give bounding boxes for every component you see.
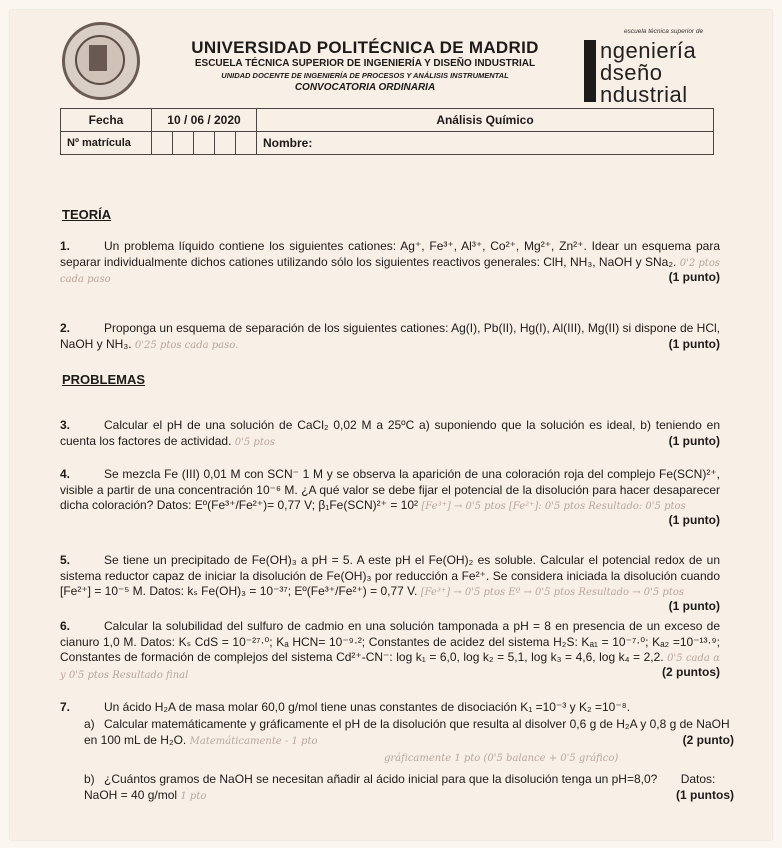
question-5: 5. Se tiene un precipitado de Fe(OH)₃ a pH = 5. A este pH el Fe(OH)₂ es soluble. Calcular el potencial redox de un sistema reductor capaz de iniciar la disolución de Fe(OH)₃ por reducción a Fe²⁺. Se considera iniciada la disolución cuando [Fe²⁺] = 10⁻⁵ M. Datos: kₛ Fe(OH)₃ = 10⁻³⁷; Eº(Fe³⁺/Fe²⁺) = 0,77 V. [Fe³⁺] → 0'5 ptos Eº → 0'5 ptos Resultado → 0'5 ptos (1 punto) <box>60 553 720 613</box>
teaching-unit: UNIDAD DOCENTE DE INGENIERÍA DE PROCESOS Y ANÁLISIS INSTRUMENTAL <box>221 71 509 80</box>
subject-title: Análisis Químico <box>257 109 714 132</box>
university-seal-icon <box>62 22 140 100</box>
question-7b: b) ¿Cuántos gramos de NaOH se necesitan añadir al ácido inicial para que la disolución tenga un pH=8,0? Datos: NaOH = 40 g/mol 1 pto (1 puntos) <box>84 772 734 802</box>
university-name: UNIVERSIDAD POLITÉCNICA DE MADRID <box>191 38 539 57</box>
exam-header-table <box>60 108 714 155</box>
question-3: 3. Calcular el pH de una solución de CaCl₂ 0,02 M a 25ºC a) suponiendo que la solución es ideal, b) teniendo en cuenta los factores de actividad. 0'5 ptos (1 punto) <box>60 418 720 448</box>
question-1: 1. Un problema líquido contiene los siguientes cationes: Ag⁺, Fe³⁺, Al³⁺, Co²⁺, Mg²⁺, Zn²⁺. Idear un esquema para separar individualmente dichos cationes utilizando sólo los siguientes reactivos generales: ClH, NH₃, NaOH y SNa₂. 0'2 ptos cada paso (1 punto) <box>60 239 720 285</box>
section-problemas: PROBLEMAS <box>62 372 146 387</box>
fecha-label: Fecha <box>61 109 152 132</box>
question-4: 4. Se mezcla Fe (III) 0,01 M con SCN⁻ 1 M y se observa la aparición de una coloración roja del complejo Fe(SCN)²⁺, visible a partir de una concentración 10⁻⁶ M. ¿A qué valor se debe fijar el potencial de la disolución para hacer desaparecer dicha coloración? Datos: Eº(Fe³⁺/Fe²⁺)= 0,77 V; β₁Fe(SCN)²⁺ = 10² [Fe³⁺] → 0'5 ptos [Fe²⁺]: 0'5 ptos Resultado: 0'5 ptos (1 punto) <box>60 467 720 527</box>
nombre-field[interactable]: Nombre: <box>257 132 714 155</box>
exam-call: CONVOCATORIA ORDINARIA <box>294 82 436 93</box>
school-logo: escuela técnica superior de ngeniería dseño ndustrial <box>580 28 740 104</box>
question-7: 7. Un ácido H₂A de masa molar 60,0 g/mol tiene unas constantes de disociación K₁ =10⁻³ y K₂ =10⁻⁸. <box>60 700 631 714</box>
fecha-value: 10 / 06 / 2020 <box>152 109 257 132</box>
matricula-box[interactable] <box>173 132 194 155</box>
matricula-box[interactable] <box>194 132 215 155</box>
matricula-box[interactable] <box>215 132 236 155</box>
matricula-box[interactable] <box>152 132 173 155</box>
matricula-box[interactable] <box>236 132 257 155</box>
logo-bar-icon <box>584 40 596 102</box>
school-name: ESCUELA TÉCNICA SUPERIOR DE INGENIERÍA Y DISEÑO INDUSTRIAL <box>194 58 536 69</box>
question-2: 2. Proponga un esquema de separación de los siguientes cationes: Ag(I), Pb(II), Hg(I), Al(III), Mg(II) si dispone de HCl, NaOH y NH₃. 0'25 ptos cada paso. (1 punto) <box>60 321 720 351</box>
section-teoria: TEORÍA <box>62 207 112 222</box>
question-7a: a) Calcular matemáticamente y gráficamente el pH de la disolución que resulta al disolver 0,6 g de H₂A y 0,8 g de NaOH en 100 mL de H₂O. Matemáticamente - 1 pto gráficamente 1 pto (0'5 balance + 0'5 gráfico) (2 punto) <box>84 717 734 764</box>
question-6: 6. Calcular la solubilidad del sulfuro de cadmio en una solución tamponada a pH = 8 en presencia de un exceso de cianuro 1,0 M. Datos: Kₛ CdS = 10⁻²⁷·⁰; Kₐ HCN= 10⁻⁹·²; Constantes de acidez del sistema H₂S: Kₐ₁ = 10⁻⁷·⁰; Kₐ₂ =10⁻¹³·⁹; Constantes de formación de complejos del sistema Cd²⁺-CN⁻: log k₁ = 6,0, log k₂ = 5,1, log k₃ = 4,6, log k₄ = 2,2. 0'5 cada α y 0'5 ptos Resultado final (2 puntos) <box>60 619 720 681</box>
matricula-label: Nº matrícula <box>61 132 152 155</box>
